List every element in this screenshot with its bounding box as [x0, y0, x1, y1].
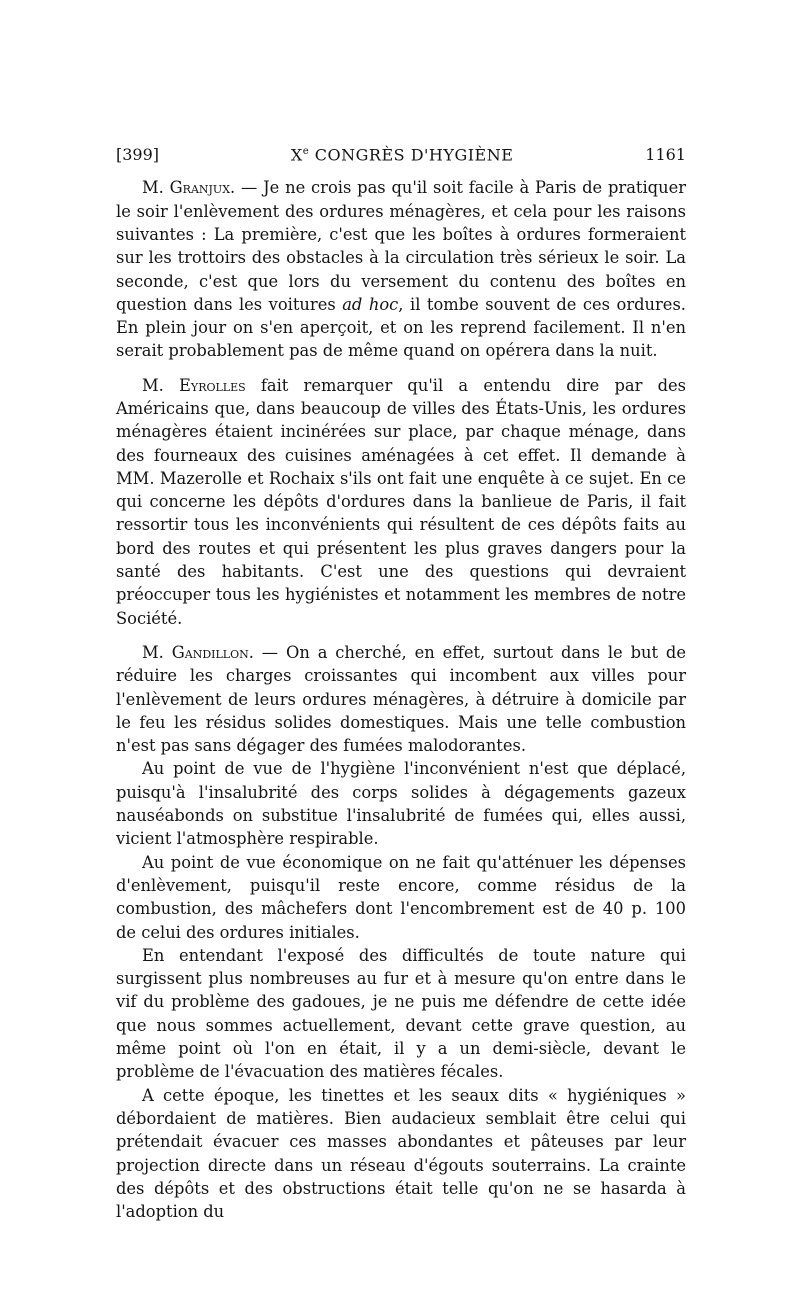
paragraph-economique: Au point de vue économique on ne fait qu'atténuer les dépenses d'enlèvement, puisqu'il reste encore, comme résidus de la combustion, des mâchefers dont l'encombrement est de 40 p. 100 de celui des ordures initiales. [116, 852, 686, 942]
paragraph-gadoues: En entendant l'exposé des difficultés de toute nature qui surgissent plus nombreuses au fur et à mesure qu'on entre dans le vif du problème des gadoues, je ne puis me défendre de cette idée que nous sommes actuellement, devant cette grave question, au même point où l'on en était, il y a un demi-siècle, devant le problème de l'évacuation des matières fécales. [116, 945, 686, 1082]
paragraph-gandillon: M. Gandillon. — On a cherché, en effet, surtout dans le but de réduire les charges croissantes qui incombent aux villes pour l'enlèvement de leurs ordures ménagères, à détruire à domicile par le feu les résidus solides domestiques. Mais une telle combustion n'est pas sans dégager des fumées malodorantes. [116, 642, 686, 756]
speaker-name: M. Eyrolles [142, 375, 246, 395]
report-number: [399] [116, 145, 160, 165]
paragraph-eyrolles: M. Eyrolles fait remarquer qu'il a entendu dire par des Américains que, dans beaucoup de villes des États-Unis, les ordures ménagères étaient incinérées sur place, par chaque ménage, dans des fourneaux des cuisines aménagées à cet effet. Il demande à MM. Mazerolle et Rochaix s'ils ont fait une enquête à ce sujet. En ce qui concerne les dépôts d'ordures dans la banlieue de Paris, il fait ressortir tous les inconvénients qui résultent de ces dépôts faits au bord des routes et qui présentent les plus graves dangers pour la santé des habitants. C'est une des questions qui devraient préoccuper tous les hygiénistes et notamment les membres de notre Société. [116, 375, 686, 628]
running-title: Xe CONGRÈS D'HYGIÈNE [290, 145, 514, 165]
page [116, 142, 686, 1223]
paragraph-tinettes: A cette époque, les tinettes et les seaux dits « hygiéniques » débordaient de matières. Bien audacieux semblait être celui qui prétendait évacuer ces masses abondantes et pâteuses par leur projection directe dans un réseau d'égouts souterrains. La crainte des dépôts et des obstructions était telle qu'on ne se hasarda à l'adoption du [116, 1085, 686, 1222]
running-head [116, 142, 686, 165]
speaker-name: M. Gandillon. [142, 642, 254, 662]
speaker-name: M. Granjux. [142, 178, 236, 198]
paragraph-hygiene: Au point de vue de l'hygiène l'inconvénient n'est que déplacé, puisqu'à l'insalubrité des corps solides à dégagements gazeux nauséabonds on substitue l'insalubrité de fumées qui, elles aussi, vicient l'atmosphère respirable. [116, 759, 686, 849]
page-number: 1161 [645, 145, 686, 165]
paragraph-granjux: M. Granjux. — Je ne crois pas qu'il soit facile à Paris de pratiquer le soir l'enlèvement des ordures ménagères, et cela pour les raisons suivantes : La première, c'est que les boîtes à ordures formeraient sur les trottoirs des obstacles à la circulation très sérieux le soir. La seconde, c'est que lors du versement du contenu des boîtes en question dans les voitures ad hoc, il tombe souvent de ces ordures. En plein jour on s'en aperçoit, et on les reprend facilement. Il n'en serait probablement pas de même quand on opérera dans la nuit. [116, 178, 686, 361]
